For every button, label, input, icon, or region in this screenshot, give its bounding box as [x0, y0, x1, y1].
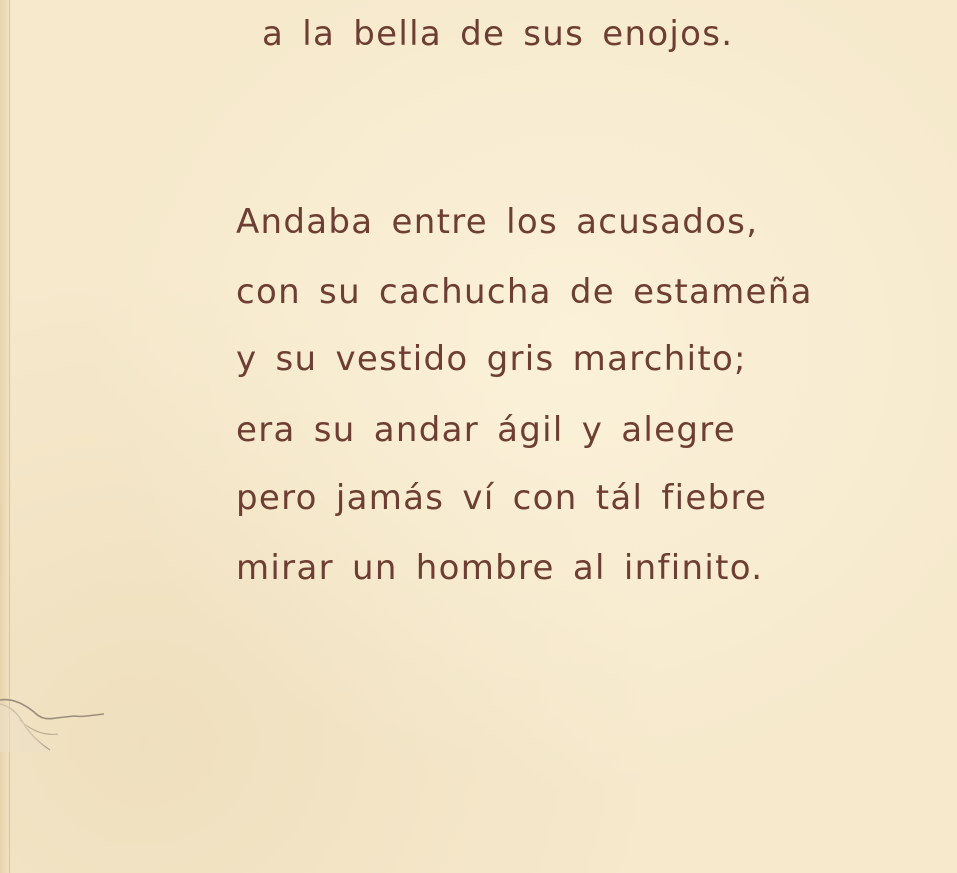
verse-line: Andaba entre los acusados, — [236, 202, 759, 242]
paper-tear-mark — [0, 690, 110, 770]
verse-line: era su andar ágil y alegre — [236, 410, 736, 450]
verse-line: mirar un hombre al infinito. — [236, 548, 764, 588]
verse-line: pero jamás ví con tál fiebre — [236, 478, 768, 518]
verse-line: y su vestido gris marchito; — [236, 339, 747, 379]
verse-line: con su cachucha de estameña — [236, 272, 813, 312]
verse-line: a la bella de sus enojos. — [262, 14, 734, 54]
